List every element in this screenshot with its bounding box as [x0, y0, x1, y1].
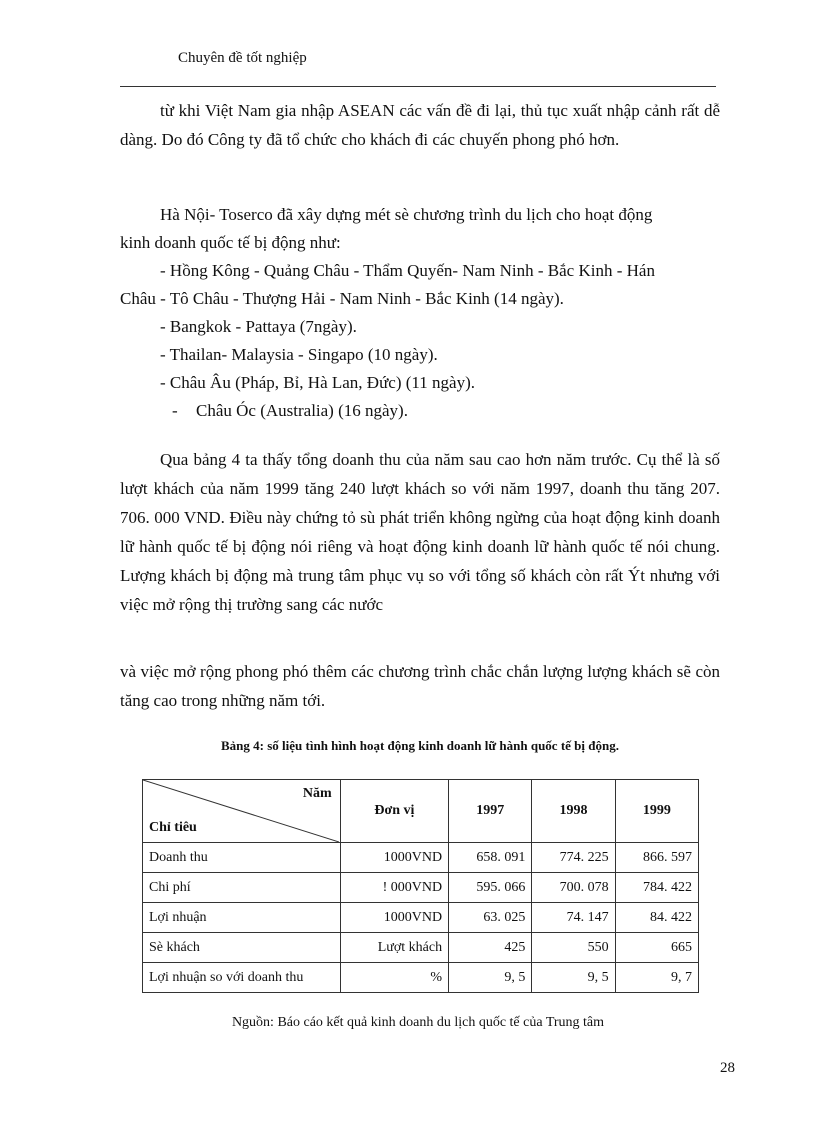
value-1998: 74. 147 — [532, 903, 615, 933]
header-unit: Đơn vị — [340, 780, 448, 843]
value-1997: 425 — [449, 933, 532, 963]
row-unit: Lượt khách — [340, 933, 448, 963]
row-unit: % — [340, 963, 448, 993]
value-1999: 9, 7 — [615, 963, 698, 993]
value-1999: 784. 422 — [615, 873, 698, 903]
header-1997: 1997 — [449, 780, 532, 843]
row-label: Doanh thu — [143, 843, 341, 873]
route-item-5-dash: - — [172, 401, 178, 420]
paragraph-toserco-line1: Hà Nội- Toserco đã xây dựng mét sè chương trình du lịch cho hoạt động — [160, 205, 653, 224]
paragraph-conclusion: và việc mở rộng phong phó thêm các chương trình chắc chắn lượng lượng khách sẽ còn tăng cao trong những năm tới. — [120, 662, 720, 710]
route-item-4: - Châu Âu (Pháp, Bỉ, Hà Lan, Đức) (11 ngày). — [160, 373, 475, 392]
header-1998: 1998 — [532, 780, 615, 843]
value-1997: 658. 091 — [449, 843, 532, 873]
corner-year-label: Năm — [302, 786, 332, 801]
table-source-note: Nguồn: Báo cáo kết quả kinh doanh du lịch quốc tế của Trung tâm — [231, 1015, 605, 1030]
paragraph-analysis-text: Qua bảng 4 ta thấy tổng doanh thu của năm sau cao hơn năm trước. Cụ thể là số lượt khách của năm 1999 tăng 240 lượt khách so với năm 1997, doanh thu tăng 207. 706. 000 VND. Điều này chứng tỏ sù phát triển không ngừng của hoạt động kinh doanh lữ hành quốc tế bị động nói riêng và hoạt động kinh doanh lữ hành quốc tế nói chung. Lượng khách bị động mà trung tâm phục vụ so với tổng số khách còn rất Ýt nhưng với việc mở rộng thị trường sang các nước — [120, 450, 720, 614]
value-1997: 9, 5 — [449, 963, 532, 993]
row-unit: 1000VND — [340, 843, 448, 873]
corner-indicator-label: Chỉ tiêu — [149, 820, 197, 835]
value-1999: 866. 597 — [615, 843, 698, 873]
value-1999: 665 — [615, 933, 698, 963]
table-row — [143, 903, 699, 933]
table-row — [143, 873, 699, 903]
value-1997: 595. 066 — [449, 873, 532, 903]
route-item-5: Châu Óc (Australia) (16 ngày). — [196, 401, 408, 420]
value-1997: 63. 025 — [449, 903, 532, 933]
running-header: Chuyên đề tốt nghiệp — [178, 50, 307, 66]
table-row — [143, 963, 699, 993]
corner-header-cell — [143, 780, 341, 843]
header-1999: 1999 — [615, 780, 698, 843]
table-row — [143, 933, 699, 963]
value-1998: 550 — [532, 933, 615, 963]
row-label: Lợi nhuận — [143, 903, 341, 933]
route-item-3: - Thailan- Malaysia - Singapo (10 ngày). — [160, 345, 438, 364]
table-header-row — [143, 780, 699, 843]
row-label: Sè khách — [143, 933, 341, 963]
paragraph-asean-text: từ khi Việt Nam gia nhập ASEAN các vấn đề đi lại, thủ tục xuất nhập cảnh rất dễ dàng. Do đó Công ty đã tổ chức cho khách đi các chuyến phong phó hơn. — [120, 101, 720, 149]
table-row — [143, 843, 699, 873]
route-item-1-line1: - Hồng Kông - Quảng Châu - Thẩm Quyến- Nam Ninh - Bắc Kinh - Hán — [160, 261, 655, 280]
value-1998: 700. 078 — [532, 873, 615, 903]
row-label: Lợi nhuận so với doanh thu — [143, 963, 341, 993]
route-item-1-line2: Châu - Tô Châu - Thượng Hải - Nam Ninh - Bắc Kinh (14 ngày). — [120, 289, 564, 308]
data-table — [142, 779, 699, 993]
value-1998: 774. 225 — [532, 843, 615, 873]
row-label: Chi phí — [143, 873, 341, 903]
page-number: 28 — [720, 1060, 735, 1076]
value-1999: 84. 422 — [615, 903, 698, 933]
row-unit: ! 000VND — [340, 873, 448, 903]
value-1998: 9, 5 — [532, 963, 615, 993]
paragraph-analysis — [120, 445, 720, 619]
row-unit: 1000VND — [340, 903, 448, 933]
table-caption: Bảng 4: số liệu tình hình hoạt động kinh doanh lữ hành quốc tế bị động. — [221, 738, 619, 753]
header-rule — [120, 86, 716, 87]
paragraph-toserco-line2: kinh doanh quốc tế bị động như: — [120, 233, 341, 252]
route-item-2: - Bangkok - Pattaya (7ngày). — [160, 317, 357, 336]
paragraph-asean — [120, 96, 720, 154]
